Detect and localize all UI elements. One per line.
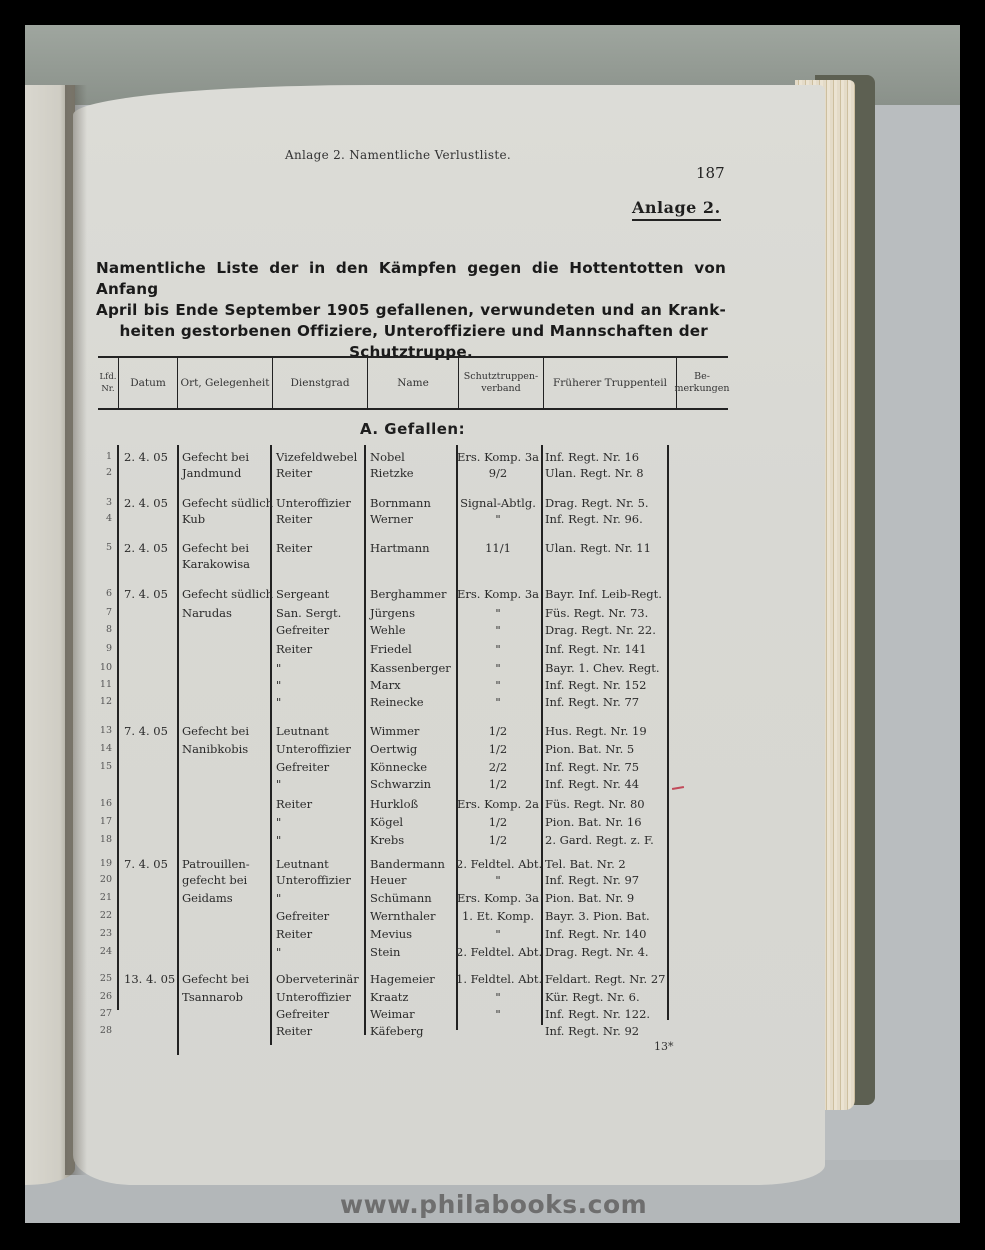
rank-cell: Reiter — [276, 465, 313, 480]
previous-unit-cell: Tel. Bat. Nr. 2 — [545, 856, 626, 871]
table-row — [98, 831, 673, 848]
previous-unit-cell: Pion. Bat. Nr. 9 — [545, 890, 635, 905]
gutter-shadow — [65, 85, 87, 1175]
title-line: April bis Ende September 1905 gefallenen, verwundeten und an Krank- — [96, 301, 726, 319]
unit-cell: 11/1 — [485, 540, 511, 555]
table-row — [98, 970, 673, 987]
unit-cell: " — [495, 872, 501, 887]
previous-unit-cell: Feldart. Regt. Nr. 27 — [545, 971, 666, 986]
place-cell: Patrouillen- — [182, 856, 250, 871]
name-cell: Berghammer — [370, 586, 447, 601]
date-cell: 7. 4. 05 — [124, 856, 168, 871]
previous-unit-cell: Drag. Regt. Nr. 4. — [545, 944, 649, 959]
unit-cell: " — [495, 926, 501, 941]
previous-unit-cell: Bayr. 1. Chev. Regt. — [545, 660, 660, 675]
table-row — [98, 740, 673, 757]
name-cell: Nobel — [370, 449, 405, 464]
place-cell: Gefecht bei — [182, 723, 250, 738]
table-row — [98, 943, 673, 960]
place-cell: Gefecht bei — [182, 449, 250, 464]
rank-cell: " — [276, 890, 282, 905]
row-number: 5 — [105, 542, 112, 553]
table-row — [98, 494, 673, 511]
table-row — [98, 510, 673, 527]
rank-cell: Reiter — [276, 540, 313, 555]
table-row — [98, 855, 673, 872]
name-cell: Reinecke — [370, 694, 424, 709]
running-head: Anlage 2. Namentliche Verlustliste. — [285, 148, 511, 162]
rank-cell: Vizefeldwebel — [276, 449, 358, 464]
name-cell: Wehle — [370, 622, 406, 637]
table-row — [98, 659, 673, 676]
name-cell: Bandermann — [370, 856, 445, 871]
name-cell: Könnecke — [370, 759, 428, 774]
unit-cell: Signal-Abtlg. — [460, 495, 536, 510]
row-number: 6 — [105, 588, 112, 599]
place-cell: Geidams — [182, 890, 233, 905]
header-unit: Schutztruppen-verband — [459, 358, 544, 408]
header-date: Datum — [119, 358, 178, 408]
name-cell: Stein — [370, 944, 401, 959]
rank-cell: Gefreiter — [276, 759, 330, 774]
place-cell: Gefecht südlich — [182, 586, 274, 601]
unit-cell: 1. Feldtel. Abt. — [456, 971, 543, 986]
name-cell: Friedel — [370, 641, 412, 656]
table-row — [98, 775, 673, 792]
date-cell: 7. 4. 05 — [124, 723, 168, 738]
unit-cell: Ers. Komp. 2a — [456, 796, 540, 811]
rank-cell: " — [276, 677, 282, 692]
table-row — [98, 464, 673, 481]
name-cell: Weimar — [370, 1006, 415, 1021]
unit-cell: " — [495, 641, 501, 656]
row-number: 14 — [99, 743, 112, 754]
name-cell: Marx — [370, 677, 401, 692]
table-row — [98, 925, 673, 942]
name-cell: Kraatz — [370, 989, 409, 1004]
rank-cell: Gefreiter — [276, 908, 330, 923]
rank-cell: " — [276, 660, 282, 675]
rank-cell: Gefreiter — [276, 1006, 330, 1021]
rank-cell: " — [276, 944, 282, 959]
page-number: 187 — [696, 164, 725, 182]
table-row — [98, 907, 673, 924]
rank-cell: " — [276, 832, 282, 847]
row-number: 25 — [99, 973, 112, 984]
header-nr: Lfd. Nr. — [98, 358, 119, 408]
name-cell: Werner — [370, 511, 413, 526]
unit-cell: 1/2 — [488, 723, 508, 738]
name-cell: Hurkloß — [370, 796, 419, 811]
unit-cell: 1/2 — [488, 776, 508, 791]
rank-cell: Unteroffizier — [276, 741, 351, 756]
rank-cell: Unteroffizier — [276, 989, 351, 1004]
unit-cell: 2. Feldtel. Abt. — [456, 856, 543, 871]
row-number: 1 — [105, 451, 112, 462]
previous-unit-cell: Inf. Regt. Nr. 77 — [545, 694, 640, 709]
row-number: 4 — [105, 513, 112, 524]
name-cell: Bornmann — [370, 495, 431, 510]
previous-unit-cell: Drag. Regt. Nr. 22. — [545, 622, 656, 637]
previous-unit-cell: Inf. Regt. Nr. 97 — [545, 872, 640, 887]
rank-cell: Leutnant — [276, 856, 329, 871]
previous-unit-cell: Füs. Regt. Nr. 73. — [545, 605, 649, 620]
place-cell: Gefecht südlich — [182, 495, 274, 510]
unit-cell: 1. Et. Komp. — [461, 908, 535, 923]
header-place: Ort, Gelegenheit — [178, 358, 273, 408]
date-cell: 7. 4. 05 — [124, 586, 168, 601]
row-number: 24 — [99, 946, 112, 957]
date-cell: 13. 4. 05 — [124, 971, 176, 986]
place-cell: Jandmund — [182, 465, 242, 480]
table-row — [98, 813, 673, 830]
table-row — [98, 795, 673, 812]
unit-cell: 1/2 — [488, 814, 508, 829]
rank-cell: Leutnant — [276, 723, 329, 738]
unit-cell: Ers. Komp. 3a — [456, 890, 540, 905]
name-cell: Rietzke — [370, 465, 414, 480]
section-title: A. Gefallen: — [360, 420, 466, 438]
previous-unit-cell: Pion. Bat. Nr. 5 — [545, 741, 635, 756]
row-number: 3 — [105, 497, 112, 508]
name-cell: Hagemeier — [370, 971, 435, 986]
unit-cell: 1/2 — [488, 832, 508, 847]
name-cell: Kögel — [370, 814, 404, 829]
rank-cell: Reiter — [276, 1023, 313, 1038]
row-number: 20 — [99, 874, 112, 885]
table-row — [98, 722, 673, 739]
document-title — [96, 258, 726, 363]
previous-unit-cell: Inf. Regt. Nr. 16 — [545, 449, 640, 464]
previous-unit-cell: Inf. Regt. Nr. 96. — [545, 511, 643, 526]
previous-unit-cell: Inf. Regt. Nr. 152 — [545, 677, 647, 692]
rank-cell: Sergeant — [276, 586, 330, 601]
place-cell: Nanibkobis — [182, 741, 249, 756]
rank-cell: Reiter — [276, 641, 313, 656]
row-number: 19 — [99, 858, 112, 869]
name-cell: Hartmann — [370, 540, 430, 555]
row-number: 10 — [99, 662, 112, 673]
unit-cell: Ers. Komp. 3a — [456, 449, 540, 464]
previous-unit-cell: Pion. Bat. Nr. 16 — [545, 814, 642, 829]
watermark: www.philabooks.com — [340, 1190, 648, 1219]
header-remarks: Be-merkungen — [674, 371, 730, 394]
header-previous: Früherer Truppenteil — [544, 358, 677, 408]
unit-cell: Ers. Komp. 3a — [456, 586, 540, 601]
row-number: 2 — [105, 467, 112, 478]
name-cell: Oertwig — [370, 741, 418, 756]
row-number: 16 — [99, 798, 112, 809]
title-line: Schutztruppe. — [349, 343, 473, 361]
previous-unit-cell: Inf. Regt. Nr. 141 — [545, 641, 647, 656]
place-cell: gefecht bei — [182, 872, 248, 887]
previous-unit-cell: Inf. Regt. Nr. 140 — [545, 926, 647, 941]
date-cell: 2. 4. 05 — [124, 495, 168, 510]
previous-unit-cell: 2. Gard. Regt. z. F. — [545, 832, 654, 847]
previous-unit-cell: Inf. Regt. Nr. 44 — [545, 776, 640, 791]
rank-cell: Gefreiter — [276, 622, 330, 637]
row-number: 21 — [99, 892, 112, 903]
table-row — [98, 988, 673, 1005]
table-row — [98, 758, 673, 775]
rank-cell: Unteroffizier — [276, 495, 351, 510]
place-cell: Gefecht bei — [182, 971, 250, 986]
name-cell: Jürgens — [370, 605, 415, 620]
table-row — [98, 693, 673, 710]
unit-cell: " — [495, 660, 501, 675]
unit-cell: 2. Feldtel. Abt. — [456, 944, 543, 959]
table-row — [98, 871, 673, 888]
row-number: 8 — [105, 624, 112, 635]
previous-unit-cell: Drag. Regt. Nr. 5. — [545, 495, 649, 510]
unit-cell: 2/2 — [488, 759, 508, 774]
previous-unit-cell: Ulan. Regt. Nr. 11 — [545, 540, 651, 555]
row-number: 27 — [99, 1008, 112, 1019]
rank-cell: San. Sergt. — [276, 605, 342, 620]
name-cell: Heuer — [370, 872, 407, 887]
row-number: 13 — [99, 725, 112, 736]
row-number: 15 — [99, 761, 112, 772]
row-number: 26 — [99, 991, 112, 1002]
place-cell: Karakowisa — [182, 556, 250, 571]
row-number: 23 — [99, 928, 112, 939]
name-cell: Krebs — [370, 832, 405, 847]
date-cell: 2. 4. 05 — [124, 449, 168, 464]
header-rank: Dienstgrad — [273, 358, 368, 408]
header-name: Name — [368, 358, 459, 408]
rank-cell: Oberveterinär — [276, 971, 359, 986]
previous-unit-cell: Inf. Regt. Nr. 122. — [545, 1006, 651, 1021]
unit-cell: " — [495, 511, 501, 526]
previous-unit-cell: Kür. Regt. Nr. 6. — [545, 989, 640, 1004]
place-cell: Gefecht bei — [182, 540, 250, 555]
row-number: 22 — [99, 910, 112, 921]
row-number: 9 — [105, 643, 112, 654]
rank-cell: " — [276, 814, 282, 829]
title-line: heiten gestorbenen Offiziere, Unteroffiziere und Mannschaften der — [119, 322, 708, 340]
table-row — [98, 604, 673, 621]
unit-cell: 9/2 — [488, 465, 508, 480]
place-cell: Narudas — [182, 605, 232, 620]
previous-unit-cell: Bayr. Inf. Leib-Regt. — [545, 586, 662, 601]
unit-cell: " — [495, 622, 501, 637]
name-cell: Mevius — [370, 926, 413, 941]
rank-cell: Reiter — [276, 511, 313, 526]
table-row — [98, 1005, 673, 1022]
rank-cell: Reiter — [276, 796, 313, 811]
date-cell: 2. 4. 05 — [124, 540, 168, 555]
table-row — [98, 448, 673, 465]
place-cell: Kub — [182, 511, 206, 526]
table-row — [98, 621, 673, 638]
row-number: 11 — [99, 679, 112, 690]
table-row — [98, 555, 673, 572]
table-row — [98, 889, 673, 906]
name-cell: Käfeberg — [370, 1023, 424, 1038]
signature-mark: 13* — [654, 1040, 674, 1053]
rank-cell: " — [276, 694, 282, 709]
table-row — [98, 539, 673, 556]
previous-unit-cell: Bayr. 3. Pion. Bat. — [545, 908, 650, 923]
previous-unit-cell: Inf. Regt. Nr. 75 — [545, 759, 640, 774]
previous-unit-cell: Hus. Regt. Nr. 19 — [545, 723, 647, 738]
previous-unit-cell: Inf. Regt. Nr. 92 — [545, 1023, 640, 1038]
row-number: 28 — [99, 1025, 112, 1036]
place-cell: Tsannarob — [182, 989, 244, 1004]
title-line: Namentliche Liste der in den Kämpfen gegen die Hottentotten von Anfang — [96, 259, 726, 298]
name-cell: Wimmer — [370, 723, 420, 738]
previous-unit-cell: Ulan. Regt. Nr. 8 — [545, 465, 644, 480]
name-cell: Schwarzin — [370, 776, 432, 791]
rank-cell: Reiter — [276, 926, 313, 941]
rank-cell: " — [276, 776, 282, 791]
unit-cell: " — [495, 677, 501, 692]
unit-cell: " — [495, 605, 501, 620]
row-number: 17 — [99, 816, 112, 827]
table-row — [98, 585, 673, 602]
unit-cell: 1/2 — [488, 741, 508, 756]
row-number: 18 — [99, 834, 112, 845]
appendix-label: Anlage 2. — [632, 198, 721, 221]
rank-cell: Unteroffizier — [276, 872, 351, 887]
row-number: 7 — [105, 607, 112, 618]
table-row — [98, 640, 673, 657]
name-cell: Kassenberger — [370, 660, 451, 675]
table-header — [98, 356, 728, 410]
unit-cell: " — [495, 1006, 501, 1021]
name-cell: Schümann — [370, 890, 432, 905]
table-row — [98, 1022, 673, 1039]
unit-cell: " — [495, 694, 501, 709]
name-cell: Wernthaler — [370, 908, 436, 923]
table-row — [98, 676, 673, 693]
unit-cell: " — [495, 989, 501, 1004]
previous-unit-cell: Füs. Regt. Nr. 80 — [545, 796, 645, 811]
row-number: 12 — [99, 696, 112, 707]
